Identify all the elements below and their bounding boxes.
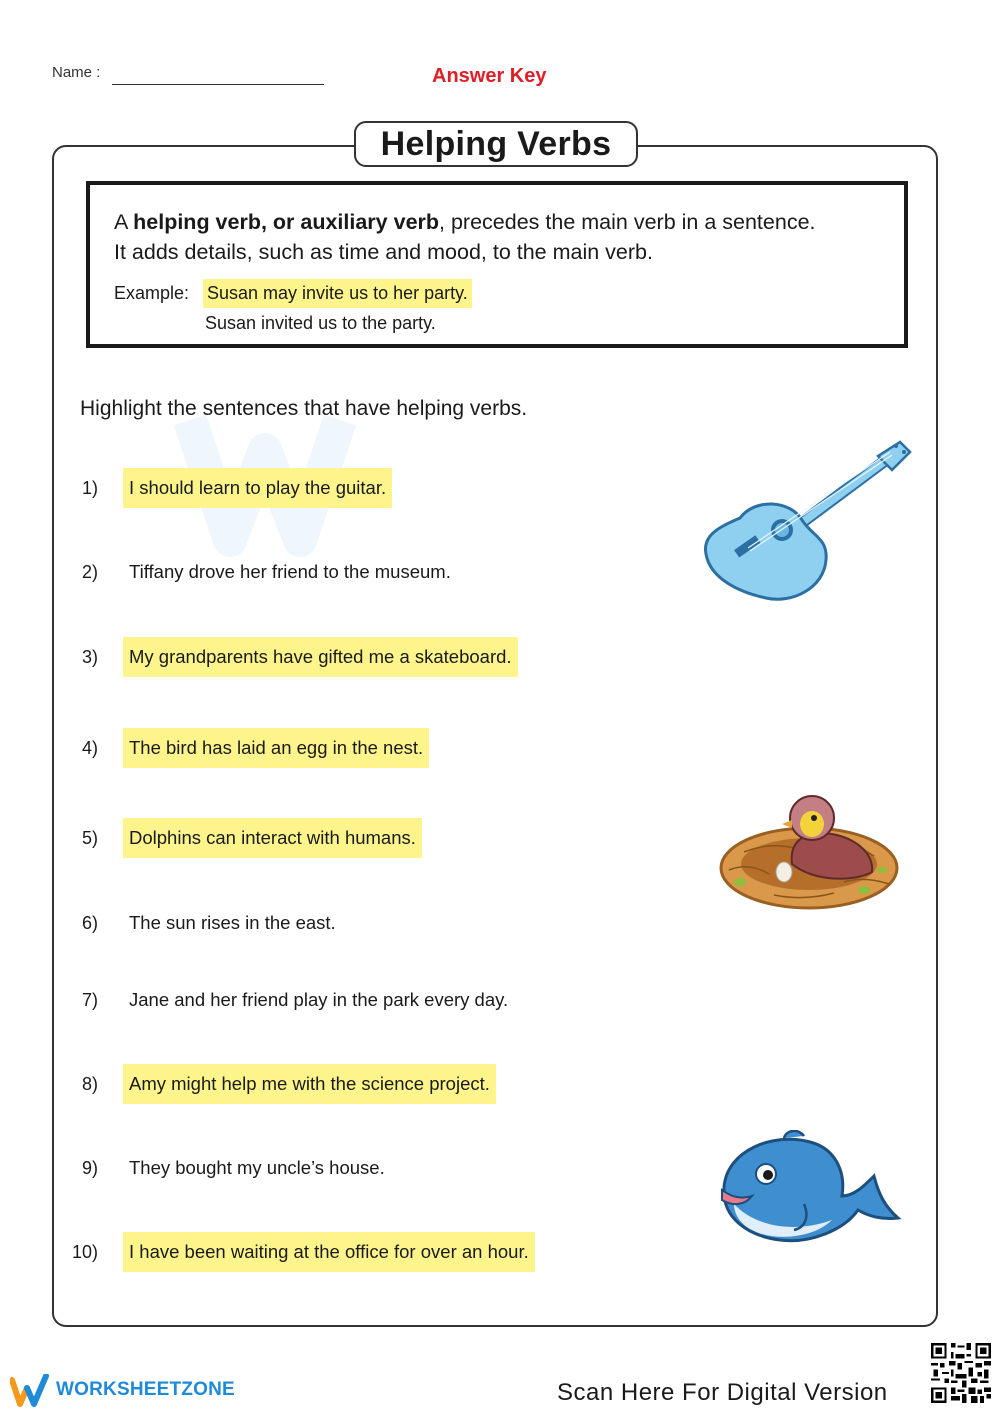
example-highlighted: Susan may invite us to her party.: [203, 279, 472, 308]
definition-prefix: A: [114, 210, 134, 234]
example-plain: Susan invited us to the party.: [205, 313, 436, 333]
name-line[interactable]: [112, 84, 324, 85]
sentence-number: 6): [81, 913, 98, 933]
sentence-number: 7): [81, 990, 98, 1010]
sentence-item[interactable]: I should learn to play the guitar.: [123, 468, 392, 508]
definition-line-2: It adds details, such as time and mood, to the main verb.: [114, 240, 653, 264]
example-label: Example:: [114, 283, 190, 303]
sentence-item[interactable]: I have been waiting at the office for over an hour.: [123, 1232, 535, 1272]
bird-nest-illustration: [714, 790, 904, 915]
sentence-item[interactable]: The bird has laid an egg in the nest.: [123, 728, 429, 768]
definition-rest: , precedes the main verb in a sentence.: [439, 210, 816, 234]
qr-code-icon[interactable]: [929, 1341, 993, 1405]
title-box: [354, 121, 638, 167]
sentence-number: 2): [81, 562, 98, 582]
sentence-number: 9): [81, 1158, 98, 1178]
definition-line-1: [114, 210, 816, 235]
sentence-number: 3): [81, 647, 98, 667]
answer-key-label: Answer Key: [432, 65, 547, 87]
sentence-item[interactable]: Tiffany drove her friend to the museum.: [129, 561, 451, 582]
sentence-number: 4): [81, 738, 98, 758]
sentence-number: 8): [81, 1074, 98, 1094]
definition-term: helping verb, or auxiliary verb: [133, 210, 440, 234]
sentence-number: 5): [81, 828, 98, 848]
sentence-number: 10): [71, 1242, 98, 1262]
sentence-number: 1): [81, 478, 98, 498]
page-title: Helping Verbs: [380, 124, 612, 163]
sentence-item[interactable]: They bought my uncle’s house.: [129, 1157, 385, 1178]
sentence-item[interactable]: The sun rises in the east.: [129, 912, 336, 933]
sentence-item[interactable]: Dolphins can interact with humans.: [123, 818, 422, 858]
worksheetzone-logo-text: WORKSHEETZONE: [56, 1379, 235, 1400]
instruction: Highlight the sentences that have helping verbs.: [80, 397, 528, 420]
scan-text: Scan Here For Digital Version: [557, 1379, 888, 1406]
worksheetzone-logo-icon: [10, 1374, 50, 1408]
dolphin-illustration: [714, 1130, 904, 1250]
sentence-item[interactable]: My grandparents have gifted me a skateboard.: [123, 637, 518, 677]
name-label: Name :: [52, 64, 101, 81]
sentence-item[interactable]: Amy might help me with the science project.: [123, 1064, 496, 1104]
sentence-item[interactable]: Jane and her friend play in the park every day.: [129, 989, 509, 1010]
guitar-illustration: [700, 438, 912, 608]
